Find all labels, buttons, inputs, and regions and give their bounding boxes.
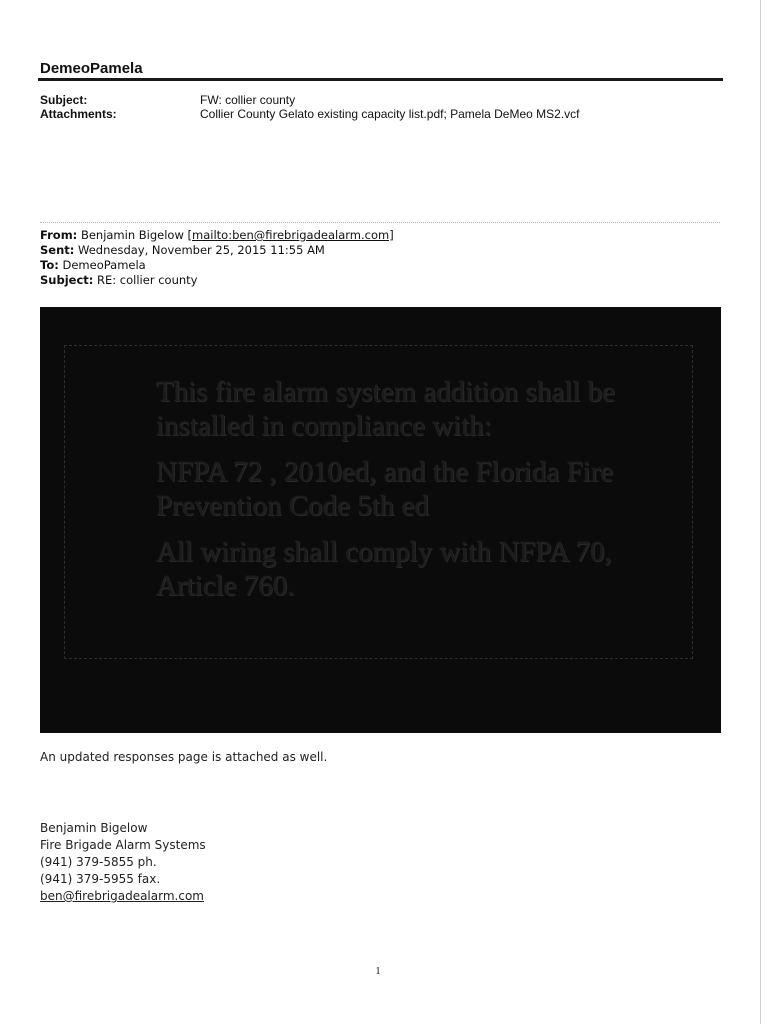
attachments-label: Attachments: (40, 107, 117, 121)
to-label: To: (40, 258, 59, 272)
signature-fax: (941) 379-5955 fax. (40, 872, 161, 886)
subject-label: Subject: (40, 93, 88, 107)
signature-name: Benjamin Bigelow (40, 821, 148, 835)
to-value: DemeoPamela (62, 258, 146, 272)
signature-phone: (941) 379-5855 ph. (40, 855, 157, 869)
note-line-compliance: This fire alarm system addition shall be installed in compliance with: (156, 376, 616, 442)
sent-row (40, 243, 394, 258)
note-line-wiring: All wiring shall comply with NFPA 70, Article 760. (156, 536, 612, 602)
attachments-row (40, 107, 580, 121)
page-number: 1 (375, 965, 381, 977)
body-text: An updated responses page is attached as well. (40, 750, 328, 764)
from-label: From: (40, 228, 78, 242)
from-email-link[interactable]: [mailto:ben@firebrigadealarm.com] (187, 228, 394, 242)
signature-company: Fire Brigade Alarm Systems (40, 838, 206, 852)
sent-label: Sent: (40, 243, 75, 257)
email-meta (40, 93, 580, 121)
header-rule (38, 78, 723, 81)
subject-value: FW: collier county (200, 93, 296, 107)
to-row (40, 258, 394, 273)
signature-block (40, 820, 206, 905)
forwarded-header (40, 228, 394, 288)
forward-separator (40, 222, 720, 223)
fwd-subject-row (40, 273, 394, 288)
note-line-nfpa72: NFPA 72 , 2010ed, and the Florida Fire Prevention Code 5th ed (156, 456, 614, 522)
from-row (40, 228, 394, 243)
sent-value: Wednesday, November 25, 2015 11:55 AM (78, 243, 325, 257)
from-value: Benjamin Bigelow (80, 228, 184, 242)
attachments-value[interactable]: Collier County Gelato existing capacity list.pdf; Pamela DeMeo MS2.vcf (200, 107, 580, 121)
note-image (40, 307, 721, 733)
fwd-subject-label: Subject: (40, 273, 94, 287)
sender-name: DemeoPamela (40, 60, 143, 77)
subject-row (40, 93, 580, 107)
fwd-subject-value: RE: collier county (97, 273, 198, 287)
signature-email-link[interactable]: ben@firebrigadealarm.com (40, 889, 204, 903)
note-text (156, 375, 676, 615)
page-edge (760, 0, 761, 1024)
